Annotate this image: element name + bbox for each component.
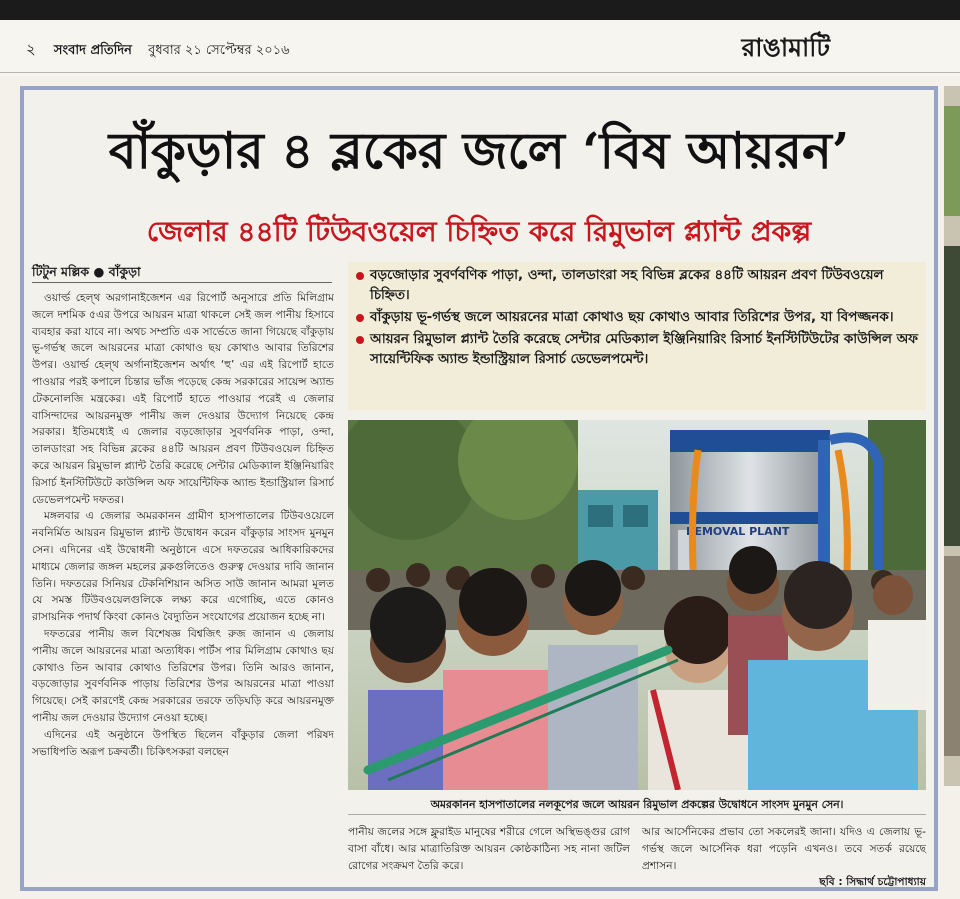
red-bullet-icon: [356, 314, 364, 322]
article-frame: [20, 86, 938, 891]
headline: বাঁকুড়ার ৪ ব্লকের জলে ‘বিষ আয়রন’: [108, 121, 850, 180]
body-paragraph: ওয়ার্ল্ড হেল্থ অরগানাইজেশন এর রিপোর্ট অনুসারে প্রতি মিলিগ্রাম জলে দশমিক ৫এর উপরে আয়রন মাত্রা থাকলে সেই জল পানীয় হিসাবে ব্যবহার করা যাবে না। অথচ সম্প্রতি এক সার্ভেতে জানা গিয়েছে বাঁকুড়ায় ভূ-গর্ভস্থ জলে আয়রনের মাত্রা কোথাও ছয় কোথাও আবার তিরিশের উপর। ওয়ার্ল্ড হেল্থ অর্গানাইজেশন অর্থাৎ ‘হু’ এর এই রিপোর্ট হাতে পাওয়ার পরই কপালে চিন্তার ভাঁজ পড়েছে কেন্দ্র সরকারের সায়েন্স অ্যান্ড টেকনোলজি মন্ত্রকের। এই রিপোর্ট হাতে পাওয়ার পরেই এ জেলার বাসিন্দাদের আয়রনমুক্ত পানীয় জল দেওয়ার উদ্যোগ নিয়েছে কেন্দ্র সরকার। ইতিমধ্যেই এ জেলার বড়জোড়ার সুবর্ণবনিক পাড়া, ওন্দা, তালডাংরা সহ বিভিন্ন ব্লকের ৪৪টি আয়রন প্রবণ টিউবওয়েল চিহ্নিত করে আয়রন রিমুভাল প্ল্যান্ট তৈরি করেছে সেন্টার মেডিক্যাল ইঞ্জিনিয়ারিং রিসার্চ ইনস্টিটিউটে কাউন্সিল অফ সায়েন্টিফিক অ্যান্ড ইন্ডাস্ট্রিয়াল রিসার্চ ডেভেলপমেন্ট দফতর।: [32, 292, 334, 506]
byline-rule: [32, 282, 332, 283]
masthead-left: [26, 38, 290, 63]
masthead-rule: [0, 72, 960, 73]
subheadline: জেলার ৪৪টি টিউবওয়েল চিহ্নিত করে রিমুভাল প্ল্যান্ট প্রকল্প: [146, 215, 812, 248]
news-photo: [348, 420, 926, 790]
newspaper-name: সংবাদ প্রতিদিন: [53, 43, 132, 58]
highlight-item: আয়রন রিমুভাল প্ল্যান্ট তৈরি করেছে সেন্টার মেডিক্যাল ইঞ্জিনিয়ারিং রিসার্চ ইনস্টিটিউটের কাউন্সিল অফ সায়েন্টিফিক অ্যান্ড ইন্ডাস্ট্রিয়াল রিসার্চ ডেভেলপমেন্ট।: [356, 330, 918, 370]
top-black-bar: [0, 0, 960, 20]
adjacent-page-photo-edge: [944, 86, 960, 786]
highlights-box: [348, 262, 926, 410]
page-masthead: [0, 20, 960, 76]
photo-caption: অমরকানন হাসপাতালের নলকূপের জলে আয়রন রিমুভাল প্রকল্পের উদ্বোধনে সাংসদ মুনমুন সেন।: [430, 798, 844, 811]
body-text: আর আর্সেনিকের প্রভাব তো সকলেরই জানা। যদিও এ জেলায় ভূ-গর্ভস্থ জলে আর্সেনিক ধরা পড়েনি এখনও। তবে সতর্ক রয়েছে প্রশাসন।: [642, 826, 926, 872]
article-body-column-3: [642, 824, 926, 891]
body-paragraph: দফতরের পানীয় জল বিশেষজ্ঞ বিশ্বজিৎ রুজ জানান এ জেলায় পানীয় জলে আয়রনের মাত্রা অত্যধিক। পার্টস পার মিলিগ্রাম কোথাও ছয় কোথাও তিন আবার কোথাও তিরিশের উপর। তিনি আরও জানান, বড়জোড়ার সুবর্ণবনিক পাড়ায় তিরিশের উপর আয়রনের মাত্রা পাওয়া গিয়েছে। সেই কারণেই কেন্দ্র সরকারের তরফে তড়িঘড়ি করে আয়রনমুক্ত পানীয় জল দেওয়ার উদ্যোগ নেওয়া হচ্ছে।: [32, 627, 334, 724]
highlight-item: বড়জোড়ার সুবর্ণবণিক পাড়া, ওন্দা, তালডাংরা সহ বিভিন্ন ব্লকের ৪৪টি আয়রন প্রবণ টিউবওয়েল চিহ্নিত।: [356, 266, 918, 306]
publication-date: বুধবার ২১ সেপ্টেম্বর ২০১৬: [148, 43, 290, 58]
body-paragraph: এদিনের এই অনুষ্ঠানে উপস্থিত ছিলেন বাঁকুড়ার জেলা পরিষদ সভাধিপতি অরূপ চক্রবর্তী। চিকিৎসকরা বলছেন: [32, 728, 334, 758]
article-body-column-2: পানীয় জলের সঙ্গে ফ্লুরাইড মানুষের শরীরে গেলে অস্থিভঙ্গুর রোগ বাসা বাঁধে। আর মাত্রাতিরিক্ত আয়রন কোষ্ঠকাঠিন্য সহ নানা জটিল রোগের সংক্রমণ তৈরি করে।: [348, 826, 630, 872]
page-number: ২: [26, 40, 36, 58]
red-bullet-icon: [356, 336, 364, 344]
article-body-column: [32, 290, 334, 890]
tank-label: REMOVAL PLANT: [686, 525, 790, 538]
byline: টিটুন মল্লিক ● বাঁকুড়া: [32, 264, 141, 279]
body-paragraph: মঙ্গলবার এ জেলার অমরকানন গ্রামীণ হাসপাতালের টিউবওয়েলে নবনির্মিত আয়রন রিমুভাল প্ল্যান্ট উদ্বোধন করেন বাঁকুড়ার সাংসদ মুনমুন সেন। এদিনের এই উদ্বোধনী অনুষ্ঠানে এসে দফতরের আধিকারিকদের মাধ্যমে জেলার জঙ্গল মহলের ব্লকগুলিতেও গুরুত্ব দেওয়ার দাবি জানান তিনি। দফতরের সিনিয়র টেকনিশিয়ান অসিত সাউ জানান আমরা মূলত যে সমস্ত টিউবওয়েলগুলিকে লক্ষ্য করে এগোচ্ছি, এতে কোনও রাসায়নিক পদার্থ কিংবা কোনও বৈদ্যুতিন সংযোগের প্রয়োজন হচ্ছে না।: [32, 510, 334, 624]
section-title: রাঙামাটি: [741, 33, 830, 62]
inauguration-photo-illustration: [348, 420, 926, 790]
photo-credit: ছবি : সিদ্ধার্থ চট্টোপাধ্যায়: [819, 876, 926, 889]
highlight-item: বাঁকুড়ায় ভূ-গর্ভস্থ জলে আয়রনের মাত্রা কোথাও ছয় কোথাও আবার তিরিশের উপর, যা বিপজ্জনক।: [356, 308, 918, 328]
red-bullet-icon: [356, 272, 364, 280]
caption-rule: [348, 814, 926, 815]
